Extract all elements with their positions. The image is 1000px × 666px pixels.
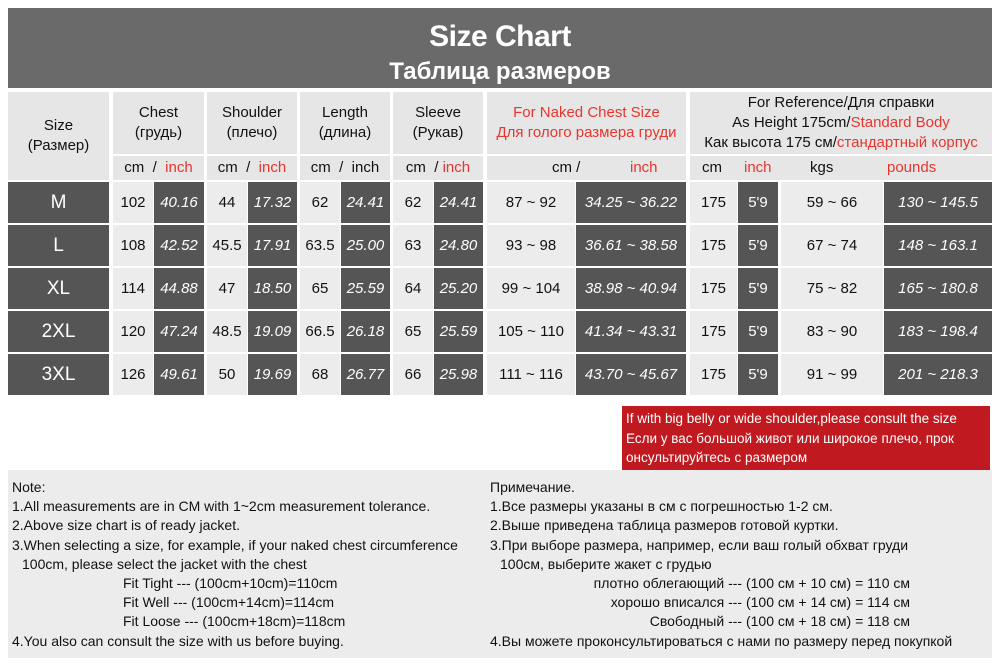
sleeve-cm: 66	[393, 354, 433, 395]
header-shoulder-en: Shoulder	[221, 104, 283, 121]
chest-cm: 120	[113, 311, 153, 352]
note-line: 3.При выборе размера, например, если ваш голый обхват груди	[490, 536, 909, 553]
note-line: 3.When selecting a size, for example, if your naked chest circumference	[12, 536, 458, 553]
units-reference	[690, 156, 992, 180]
sleeve-cm: 64	[393, 268, 433, 309]
header-size	[8, 92, 109, 180]
unit-cm: cm	[124, 159, 145, 176]
unit-pounds: pounds	[887, 159, 937, 176]
header-shoulder-ru: (плечо)	[226, 124, 278, 141]
title-ru: Таблица размеров	[389, 58, 611, 85]
sleeve-inch: 24.80	[434, 225, 483, 266]
warning-line-2: Если у вас большой живот или широкое плечо, прок	[626, 430, 954, 446]
shoulder-inch: 19.69	[248, 354, 297, 395]
note-line: 1.Все размеры указаны в см с погрешностью 1-2 см.	[490, 498, 833, 515]
unit-slash: /	[339, 159, 344, 176]
note-line: 2.Above size chart is of ready jacket.	[12, 517, 240, 534]
note-heading: Примечание.	[490, 479, 575, 495]
height-cm: 175	[690, 311, 737, 352]
note-fit-well: хорошо вписался --- (100 см + 14 см) = 114 см	[610, 594, 910, 611]
naked-chest-cm: 93 ~ 98	[487, 225, 575, 266]
note-fit-tight: плотно облегающий --- (100 см + 10 см) = 110 см	[593, 575, 910, 592]
height-cm: 175	[690, 225, 737, 266]
header-chest-ru: (грудь)	[134, 124, 183, 141]
unit-inch: inch	[630, 159, 658, 176]
sleeve-cm: 62	[393, 182, 433, 223]
shoulder-inch: 17.91	[248, 225, 297, 266]
weight-kgs: 75 ~ 82	[781, 268, 883, 309]
weight-pounds: 165 ~ 180.8	[884, 268, 992, 309]
header-ref-line3	[704, 133, 977, 153]
shoulder-cm: 48.5	[207, 311, 247, 352]
header-reference	[690, 92, 992, 154]
shoulder-inch: 17.32	[248, 182, 297, 223]
height-inch: 5'9	[738, 225, 778, 266]
header-naked-en: For Naked Chest Size	[513, 104, 660, 121]
header-length-ru: (длина)	[318, 124, 372, 141]
naked-chest-inch: 34.25 ~ 36.22	[576, 182, 686, 223]
length-cm: 62	[300, 182, 340, 223]
sleeve-inch: 25.20	[434, 268, 483, 309]
note-heading: Note:	[12, 479, 46, 495]
note-line: 2.Выше приведена таблица размеров готовой куртки.	[490, 517, 839, 534]
length-inch: 26.18	[341, 311, 390, 352]
notes-en	[12, 478, 458, 651]
header-ref-line3b: стандартный корпус	[836, 134, 978, 151]
unit-inch: inch	[165, 159, 193, 176]
note-fit-loose: Fit Loose --- (100cm+18cm)=118cm	[123, 613, 346, 630]
units-naked	[487, 156, 686, 180]
unit-cm: cm	[702, 159, 722, 176]
header-length	[300, 92, 390, 154]
shoulder-inch: 18.50	[248, 268, 297, 309]
length-cm: 63.5	[300, 225, 340, 266]
warning-line-1: If with big belly or wide shoulder,please consult the size	[626, 411, 957, 426]
units-length	[300, 156, 390, 180]
height-inch: 5'9	[738, 354, 778, 395]
chest-inch: 40.16	[154, 182, 204, 223]
shoulder-cm: 47	[207, 268, 247, 309]
header-sleeve-en: Sleeve	[415, 104, 461, 121]
header-size-en: Size	[43, 117, 74, 134]
weight-kgs: 67 ~ 74	[781, 225, 883, 266]
warning-line-3: онсультируйтесь с размером	[626, 450, 808, 465]
height-cm: 175	[690, 182, 737, 223]
unit-inch: inch	[442, 159, 471, 176]
chest-cm: 102	[113, 182, 153, 223]
naked-chest-cm: 87 ~ 92	[487, 182, 575, 223]
note-line: 4.Вы можете проконсультироваться с нами по размеру перед покупкой	[490, 632, 953, 649]
shoulder-cm: 45.5	[207, 225, 247, 266]
note-line: 1.All measurements are in CM with 1~2cm measurement tolerance.	[12, 498, 431, 515]
weight-kgs: 91 ~ 99	[781, 354, 883, 395]
length-inch: 25.59	[341, 268, 390, 309]
weight-pounds: 148 ~ 163.1	[884, 225, 992, 266]
sleeve-cm: 63	[393, 225, 433, 266]
height-inch: 5'9	[738, 311, 778, 352]
header-ref-line1: For Reference/Для справки	[747, 94, 935, 111]
note-line: 100см, выберите жакет с грудью	[500, 555, 712, 572]
naked-chest-inch: 43.70 ~ 45.67	[576, 354, 686, 395]
header-ref-line2a: As Height 175cm/	[732, 114, 851, 131]
note-line: 4.You also can consult the size with us before buying.	[12, 632, 344, 649]
header-length-en: Length	[322, 104, 368, 121]
header-ref-line3a: Как высота 175 см/	[704, 134, 837, 151]
header-chest	[113, 92, 204, 154]
notes-panel	[8, 470, 992, 658]
length-cm: 68	[300, 354, 340, 395]
header-size-ru: (Размер)	[27, 137, 90, 154]
shoulder-inch: 19.09	[248, 311, 297, 352]
weight-pounds: 201 ~ 218.3	[884, 354, 992, 395]
unit-slash: /	[434, 159, 439, 176]
shoulder-cm: 44	[207, 182, 247, 223]
chest-cm: 114	[113, 268, 153, 309]
note-fit-loose: Свободный --- (100 см + 18 см) = 118 см	[649, 613, 910, 630]
naked-chest-inch: 38.98 ~ 40.94	[576, 268, 686, 309]
title: Size Chart	[429, 20, 571, 53]
unit-cm-slash: cm /	[552, 159, 581, 176]
header-ref-line2	[732, 113, 950, 133]
unit-slash: /	[152, 159, 157, 176]
length-inch: 25.00	[341, 225, 390, 266]
height-cm: 175	[690, 354, 737, 395]
chest-cm: 108	[113, 225, 153, 266]
height-inch: 5'9	[738, 182, 778, 223]
height-cm: 175	[690, 268, 737, 309]
chest-inch: 44.88	[154, 268, 204, 309]
size-label: 3XL	[8, 354, 109, 395]
header-sleeve-ru: (Рукав)	[412, 124, 464, 141]
sleeve-cm: 65	[393, 311, 433, 352]
naked-chest-cm: 99 ~ 104	[487, 268, 575, 309]
note-fit-tight: Fit Tight --- (100cm+10cm)=110cm	[123, 575, 338, 592]
chest-inch: 47.24	[154, 311, 204, 352]
chest-inch: 42.52	[154, 225, 204, 266]
unit-cm: cm	[405, 159, 426, 176]
unit-cm: cm	[310, 159, 331, 176]
unit-inch: inch	[744, 159, 772, 176]
header-shoulder	[207, 92, 297, 154]
size-label: M	[8, 182, 109, 223]
header-naked-ru: Для голого размера груди	[496, 124, 677, 141]
naked-chest-inch: 36.61 ~ 38.58	[576, 225, 686, 266]
header-naked-chest	[487, 92, 686, 154]
units-shoulder	[207, 156, 297, 180]
weight-kgs: 59 ~ 66	[781, 182, 883, 223]
naked-chest-inch: 41.34 ~ 43.31	[576, 311, 686, 352]
length-inch: 26.77	[341, 354, 390, 395]
length-inch: 24.41	[341, 182, 390, 223]
unit-kgs: kgs	[810, 159, 834, 176]
note-fit-well: Fit Well --- (100cm+14cm)=114cm	[123, 594, 335, 611]
unit-inch: inch	[258, 159, 287, 176]
title-banner	[8, 8, 992, 88]
weight-pounds: 130 ~ 145.5	[884, 182, 992, 223]
sleeve-inch: 25.98	[434, 354, 483, 395]
unit-slash: /	[246, 159, 251, 176]
note-line: 100cm, please select the jacket with the chest	[22, 555, 307, 572]
unit-cm: cm	[217, 159, 238, 176]
sleeve-inch: 24.41	[434, 182, 483, 223]
naked-chest-cm: 111 ~ 116	[487, 354, 575, 395]
units-sleeve	[393, 156, 483, 180]
size-label: L	[8, 225, 109, 266]
weight-pounds: 183 ~ 198.4	[884, 311, 992, 352]
header-sleeve	[393, 92, 483, 154]
sleeve-inch: 25.59	[434, 311, 483, 352]
size-label: XL	[8, 268, 109, 309]
notes-ru	[490, 478, 952, 651]
header-ref-line2b: Standard Body	[850, 114, 950, 131]
shoulder-cm: 50	[207, 354, 247, 395]
weight-kgs: 83 ~ 90	[781, 311, 883, 352]
naked-chest-cm: 105 ~ 110	[487, 311, 575, 352]
chest-inch: 49.61	[154, 354, 204, 395]
chest-cm: 126	[113, 354, 153, 395]
consult-warning	[622, 406, 990, 470]
unit-inch: inch	[351, 159, 380, 176]
size-label: 2XL	[8, 311, 109, 352]
units-chest	[113, 156, 204, 180]
length-cm: 65	[300, 268, 340, 309]
header-chest-en: Chest	[138, 104, 179, 121]
length-cm: 66.5	[300, 311, 340, 352]
height-inch: 5'9	[738, 268, 778, 309]
